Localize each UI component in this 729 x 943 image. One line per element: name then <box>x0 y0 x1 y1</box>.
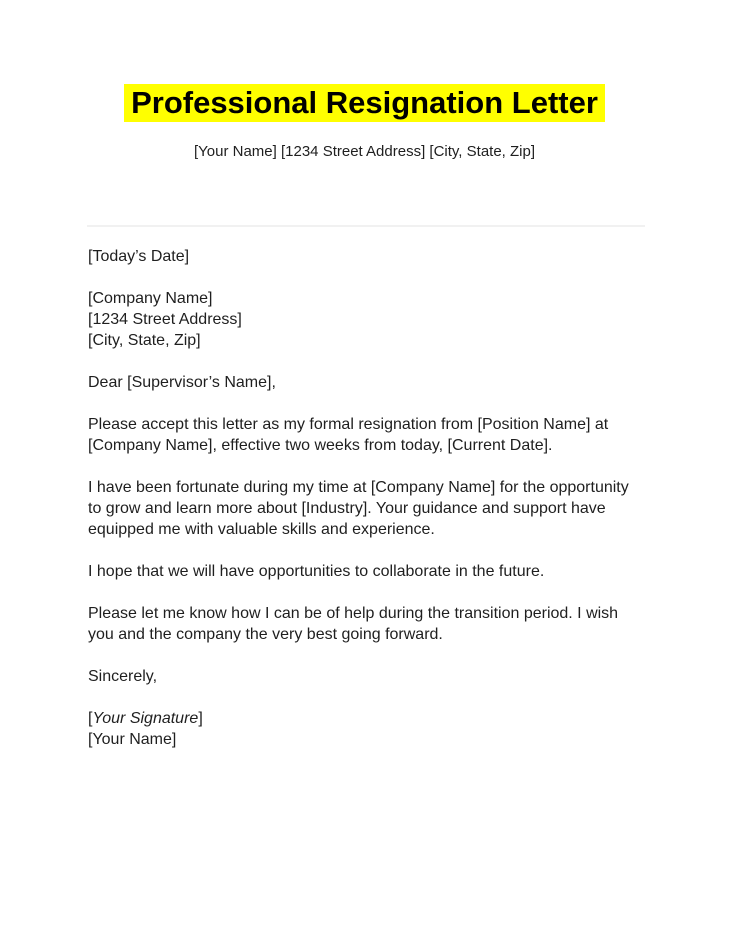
recipient-city-state-zip: [City, State, Zip] <box>88 332 201 349</box>
sender-name: [Your Name] <box>193 143 277 160</box>
sender-street: [1234 Street Address] <box>280 143 426 160</box>
sender-city-state-zip: [City, State, Zip] <box>429 143 536 160</box>
signature-line <box>88 708 645 729</box>
signature-block <box>88 708 645 750</box>
letter-body <box>88 246 645 750</box>
recipient-address-block <box>88 288 645 351</box>
paragraph-resignation: Please accept this letter as my formal resignation from [Position Name] at [Company Name], effective two weeks from today, [Current Date]. <box>88 416 609 454</box>
typed-name-line: [Your Name] <box>88 731 177 748</box>
signature-bracket-open: [ <box>88 710 93 727</box>
recipient-company: [Company Name] <box>88 290 213 307</box>
salutation: Dear [Supervisor’s Name], <box>88 374 276 391</box>
title-row <box>0 84 729 122</box>
recipient-street: [1234 Street Address] <box>88 311 242 328</box>
date-line: [Today’s Date] <box>88 248 190 265</box>
sender-address-block <box>0 142 729 161</box>
signature-placeholder: Your Signature <box>92 710 199 727</box>
signature-bracket-close: ] <box>198 710 203 727</box>
paragraph-gratitude: I have been fortunate during my time at [Company Name] for the opportunity to grow and learn more about [Industry]. Your guidance and support have equipped me with valuable skills and experience. <box>88 479 629 538</box>
section-divider <box>87 225 645 227</box>
paragraph-transition: Please let me know how I can be of help during the transition period. I wish you and the company the very best going forward. <box>88 605 619 643</box>
paragraph-future: I hope that we will have opportunities to collaborate in the future. <box>88 563 545 580</box>
page-title: Professional Resignation Letter <box>124 84 605 122</box>
closing: Sincerely, <box>88 668 158 685</box>
